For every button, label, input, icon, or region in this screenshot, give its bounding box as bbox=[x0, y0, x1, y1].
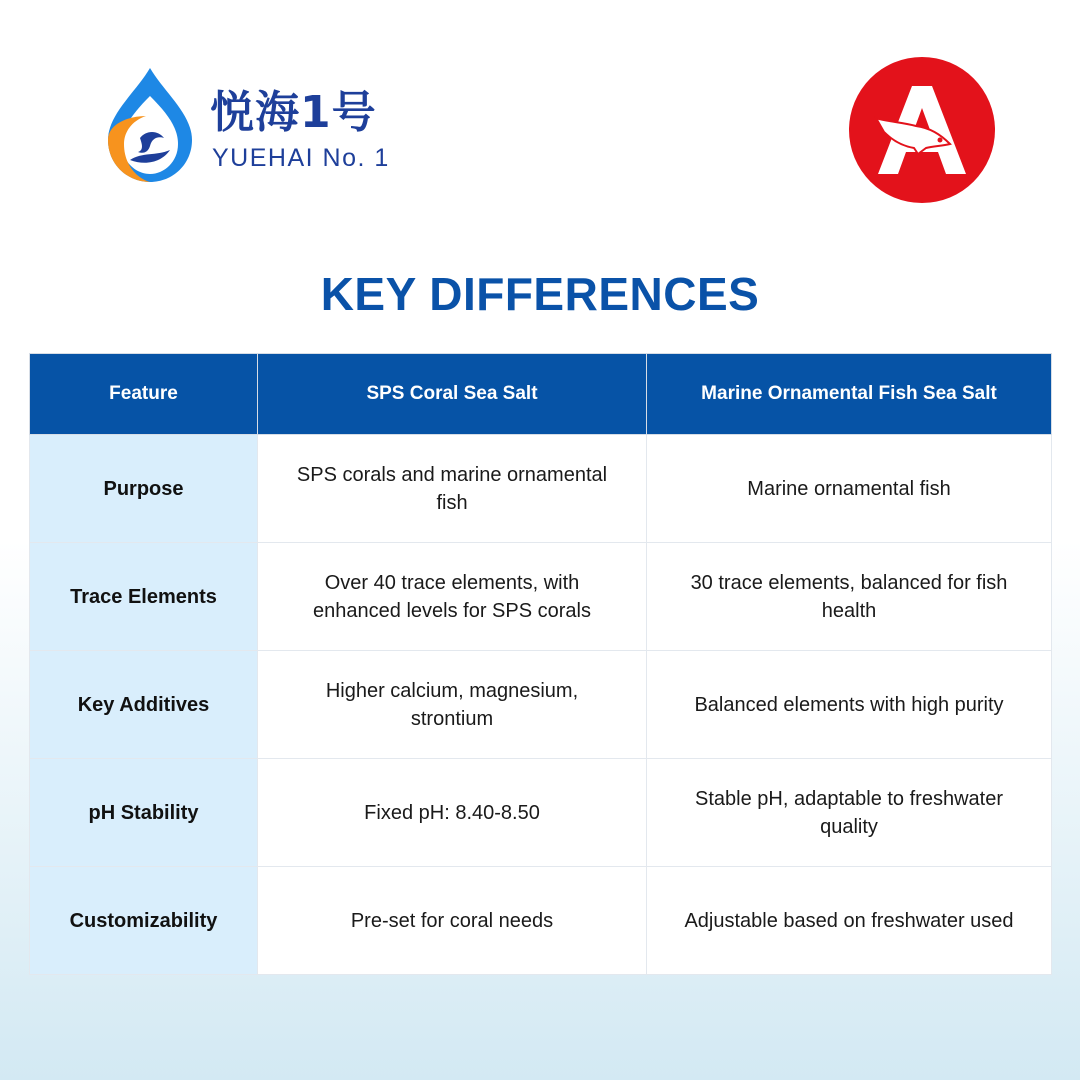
sps-cell: Fixed pH: 8.40-8.50 bbox=[258, 759, 647, 867]
column-header-marine-fish-sea-salt: Marine Ornamental Fish Sea Salt bbox=[647, 354, 1052, 435]
fish-cell: Balanced elements with high purity bbox=[647, 651, 1052, 759]
brand-name-en: YUEHAI No. 1 bbox=[212, 144, 390, 172]
fish-cell: Stable pH, adaptable to freshwater quality bbox=[647, 759, 1052, 867]
table-row bbox=[30, 543, 1052, 651]
table-row bbox=[30, 651, 1052, 759]
fish-cell: Adjustable based on freshwater used bbox=[647, 867, 1052, 975]
row-feature-label: Purpose bbox=[30, 435, 258, 543]
row-feature-label: Key Additives bbox=[30, 651, 258, 759]
row-feature-label: Customizability bbox=[30, 867, 258, 975]
brand-name-cn: 悦海1号 bbox=[210, 87, 377, 138]
sps-cell: Pre-set for coral needs bbox=[258, 867, 647, 975]
sps-cell: Higher calcium, magnesium, strontium bbox=[258, 651, 647, 759]
column-header-feature: Feature bbox=[30, 354, 258, 435]
page-title: KEY DIFFERENCES bbox=[320, 268, 760, 320]
partner-logo-graphic bbox=[848, 56, 996, 204]
table-header-row bbox=[30, 354, 1052, 435]
table-row bbox=[30, 759, 1052, 867]
sps-cell: SPS corals and marine ornamental fish bbox=[258, 435, 647, 543]
fish-cell: Marine ornamental fish bbox=[647, 435, 1052, 543]
table-row bbox=[30, 435, 1052, 543]
row-feature-label: Trace Elements bbox=[30, 543, 258, 651]
comparison-table bbox=[29, 353, 1052, 975]
row-feature-label: pH Stability bbox=[30, 759, 258, 867]
column-header-sps-coral-sea-salt: SPS Coral Sea Salt bbox=[258, 354, 647, 435]
fish-cell: 30 trace elements, balanced for fish health bbox=[647, 543, 1052, 651]
partner-logo bbox=[848, 56, 996, 204]
brand-logo bbox=[100, 66, 420, 186]
water-drop-icon bbox=[100, 66, 200, 184]
sps-cell: Over 40 trace elements, with enhanced levels for SPS corals bbox=[258, 543, 647, 651]
table-row bbox=[30, 867, 1052, 975]
